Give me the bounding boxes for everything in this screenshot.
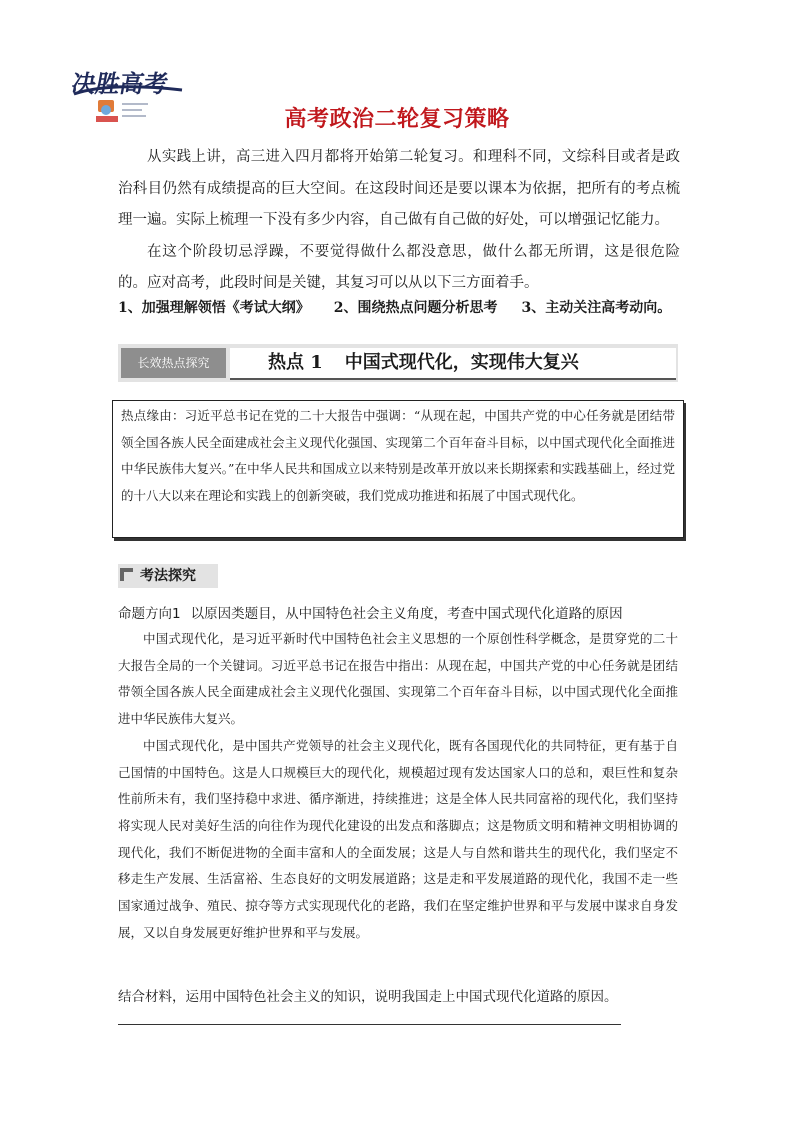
hot-topic-tag: 长效热点探究 [121,348,226,378]
key-point: 2、围绕热点问题分析思考 [333,300,498,316]
answer-line [118,1024,621,1025]
material-paragraph: 中国式现代化，是中国共产党领导的社会主义现代化，既有各国现代化的共同特征，更有基于自己国情的中国特色。这是人口规模巨大的现代化，规模超过现有发达国家人口的总和，艰巨性和复杂性前所未有，我们坚持稳中求进、循序渐进，持续推进；这是全体人民共同富裕的现代化，我们坚持将实现人民对美好生活的向往作为现代化建设的出发点和落脚点；这是物质文明和精神文明相协调的现代化，我们不断促进物的全面丰富和人的全面发展；这是人与自然和谐共生的现代化，我们坚定不移走生产发展、生活富裕、生态良好的文明发展道路；这是走和平发展道路的现代化，我国不走一些国家通过战争、殖民、掠夺等方式实现现代化的老路，我们在坚定维护世界和平与发展中谋求自身发展，又以自身发展更好维护世界和平与发展。 [118,737,678,940]
direction-text: 以原因类题目，从中国特色社会主义角度，考查中国式现代化道路的原因 [190,606,623,622]
intro-paragraph: 从实践上讲，高三进入四月都将开始第二轮复习。和理科不同，文综科目或者是政治科目仍然有成绩提高的巨大空间。在这段时间还是要以课本为依据，把所有的考点梳理一遍。实际上梳理一下没有多少内容，自己做有自己做的好处，可以增强记忆能力。 [118,149,680,228]
question-prompt: 结合材料，运用中国特色社会主义的知识，说明我国走上中国式现代化道路的原因。 [118,989,618,1005]
material-paragraph: 中国式现代化，是习近平新时代中国特色社会主义思想的一个原创性科学概念，是贯穿党的二十大报告全局的一个关键词。习近平总书记在报告中指出：从现在起，中国共产党的中心任务就是团结带领全国各族人民全面建成社会主义现代化强国、实现第二个百年奋斗目标，以中国式现代化全面推进中华民族伟大复兴。 [118,631,678,727]
section-marker-icon [120,568,133,581]
hot-topic-origin-text: 热点缘由：习近平总书记在党的二十大报告中强调：“从现在起，中国共产党的中心任务就是团结带领全国各族人民全面建成社会主义现代化强国、实现第二个百年奋斗目标，以中国式现代化全面推进中华民族伟大复兴。”在中华人民共和国成立以来特别是改革开放以来长期探索和实践基础上，经过党的十八大以来在理论和实践上的创新突破，我们党成功推进和拓展了中国式现代化。 [121,408,675,503]
direction-label: 命题方向1 [118,606,181,622]
hot-topic-header [118,344,678,382]
question-direction [118,602,623,622]
exam-method-heading [118,564,218,588]
document-title: 高考政治二轮复习策略 [284,107,510,132]
key-point: 1、加强理解领悟《考试大纲》 [118,300,310,316]
exam-method-label: 考法探究 [140,568,196,584]
key-points [118,297,688,317]
intro-section [118,142,680,300]
brand-logo-text: 决胜高考 [70,69,171,98]
intro-paragraph: 在这个阶段切忌浮躁，不要觉得做什么都没意思，做什么都无所谓，这是很危险的。应对高考，此段时间是关键，其复习可以从以下三方面着手。 [118,243,680,291]
hot-topic-title [268,348,579,378]
hot-topic-number: 热点 1 [268,352,323,373]
hot-topic-origin-box [112,400,684,538]
material-text [118,626,678,946]
hot-topic-title-text: 中国式现代化，实现伟大复兴 [344,352,579,373]
key-point: 3、主动关注高考动向。 [521,300,672,316]
